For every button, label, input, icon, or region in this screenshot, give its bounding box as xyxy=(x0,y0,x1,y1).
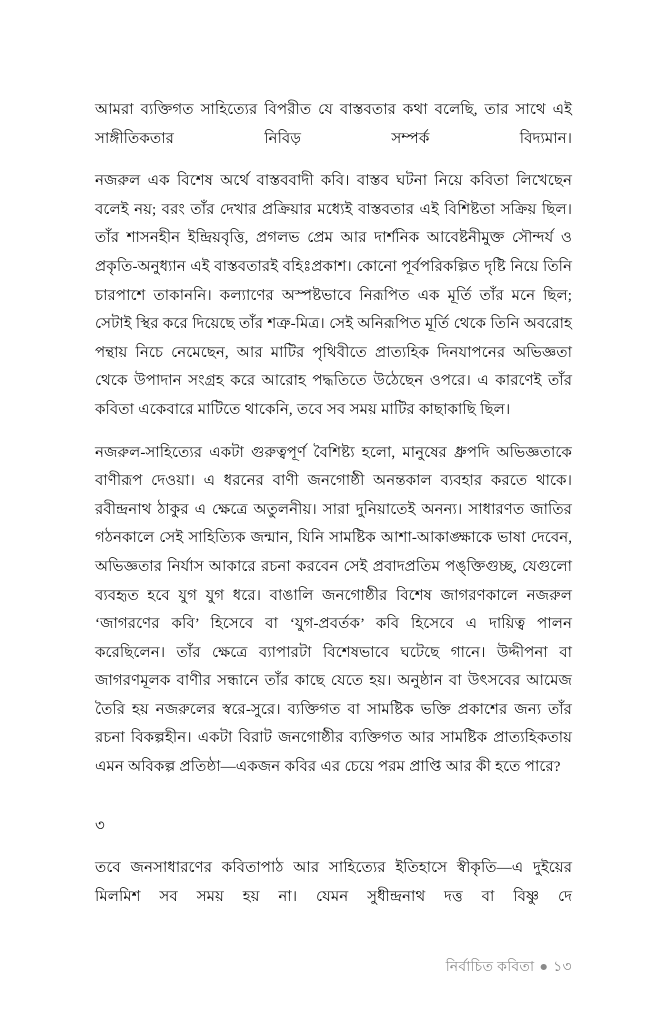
footer-page-number: ১৩ xyxy=(553,959,572,975)
footer-separator-dot-icon: ● xyxy=(539,959,549,975)
closing-paragraph: তবে জনসাধারণের কবিতাপাঠ আর সাহিত্যের ইতিহাসে স্বীকৃতি—এ দুইয়ের মিলমিশ সব সময় হয় না। যেমন সুধীন্দ্রনাথ দত্ত বা বিষ্ণু দে xyxy=(95,860,572,905)
section-number: ৩ xyxy=(95,817,105,834)
text-column xyxy=(95,96,572,911)
paragraph-2: নজরুল এক বিশেষ অর্থে বাস্তববাদী কবি। বাস্তব ঘটনা নিয়ে কবিতা লিখেছেন বলেই নয়; বরং তাঁর দেখার প্রক্রিয়ার মধ্যেই বাস্তবতার এই বিশিষ্টতা সক্রিয় ছিল। তাঁর শাসনহীন ইন্দ্রিয়বৃত্তি, প্রগলভ প্রেম আর দার্শনিক আবেষ্টনীমুক্ত সৌন্দর্য ও প্রকৃতি-অনুধ্যান এই বাস্তবতারই বহিঃপ্রকাশ। কোনো পূর্বপরিকল্পিত দৃষ্টি নিয়ে তিনি চারপাশে তাকাননি। কল্যাণের অস্পষ্টভাবে নিরূপিত এক মূর্তি তাঁর মনে ছিল; সেটাই স্থির করে দিয়েছে তাঁর শত্রু-মিত্র। সেই অনিরূপিত মূর্তি থেকে তিনি অবরোহ পন্থায় নিচে নেমেছেন, আর মাটির পৃথিবীতে প্রাত্যহিক দিনযাপনের অভিজ্ঞতা থেকে উপাদান সংগ্রহ করে আরোহ পদ্ধতিতে উঠেছেন ওপরে। এ কারণেই তাঁর কবিতা একেবারে মাটিতে থাকেনি, তবে সব সময় মাটির কাছাকাছি ছিল। xyxy=(95,173,572,418)
paragraph-1: আমরা ব্যক্তিগত সাহিত্যের বিপরীত যে বাস্তবতার কথা বলেছি, তার সাথে এই সাঙ্গীতিকতার নিবিড় সম্পর্ক বিদ্যমান। xyxy=(95,102,572,147)
paragraph-3: নজরুল-সাহিত্যের একটা গুরুত্বপূর্ণ বৈশিষ্ট্য হলো, মানুষের ধ্রুপদি অভিজ্ঞতাকে বাণীরূপ দেওয়া। এ ধরনের বাণী জনগোষ্ঠী অনন্তকাল ব্যবহার করতে থাকে। রবীন্দ্রনাথ ঠাকুর এ ক্ষেত্রে অতুলনীয়। সারা দুনিয়াতেই অনন্য। সাধারণত জাতির গঠনকালে সেই সাহিত্যিক জন্মান, যিনি সামষ্টিক আশা-আকাঙ্ক্ষাকে ভাষা দেবেন, অভিজ্ঞতার নির্যাস আকারে রচনা করবেন সেই প্রবাদপ্রতিম পঙ্‌ক্তিগুচ্ছ, যেগুলো ব্যবহৃত হবে যুগ যুগ ধরে। বাঙালি জনগোষ্ঠীর বিশেষ জাগরণকালে নজরুল ‘জাগরণের কবি’ হিসেবে বা ‘যুগ-প্রবর্তক’ কবি হিসেবে এ দায়িত্ব পালন করেছিলেন। তাঁর ক্ষেত্রে ব্যাপারটা বিশেষভাবে ঘটেছে গানে। উদ্দীপনা বা জাগরণমূলক বাণীর সন্ধানে তাঁর কাছে যেতে হয়। অনুষ্ঠান বা উৎসবের আমেজ তৈরি হয় নজরুলের স্বরে-সুরে। ব্যক্তিগত বা সামষ্টিক ভক্তি প্রকাশের জন্য তাঁর রচনা বিকল্পহীন। একটা বিরাট জনগোষ্ঠীর ব্যক্তিগত আর সামষ্টিক প্রাত্যহিকতায় এমন অবিকল্প প্রতিষ্ঠা—একজন কবির এর চেয়ে পরম প্রাপ্তি আর কী হতে পারে? xyxy=(95,444,572,776)
footer-book-title: নির্বাচিত কবিতা xyxy=(445,959,535,975)
page-footer xyxy=(152,957,572,977)
